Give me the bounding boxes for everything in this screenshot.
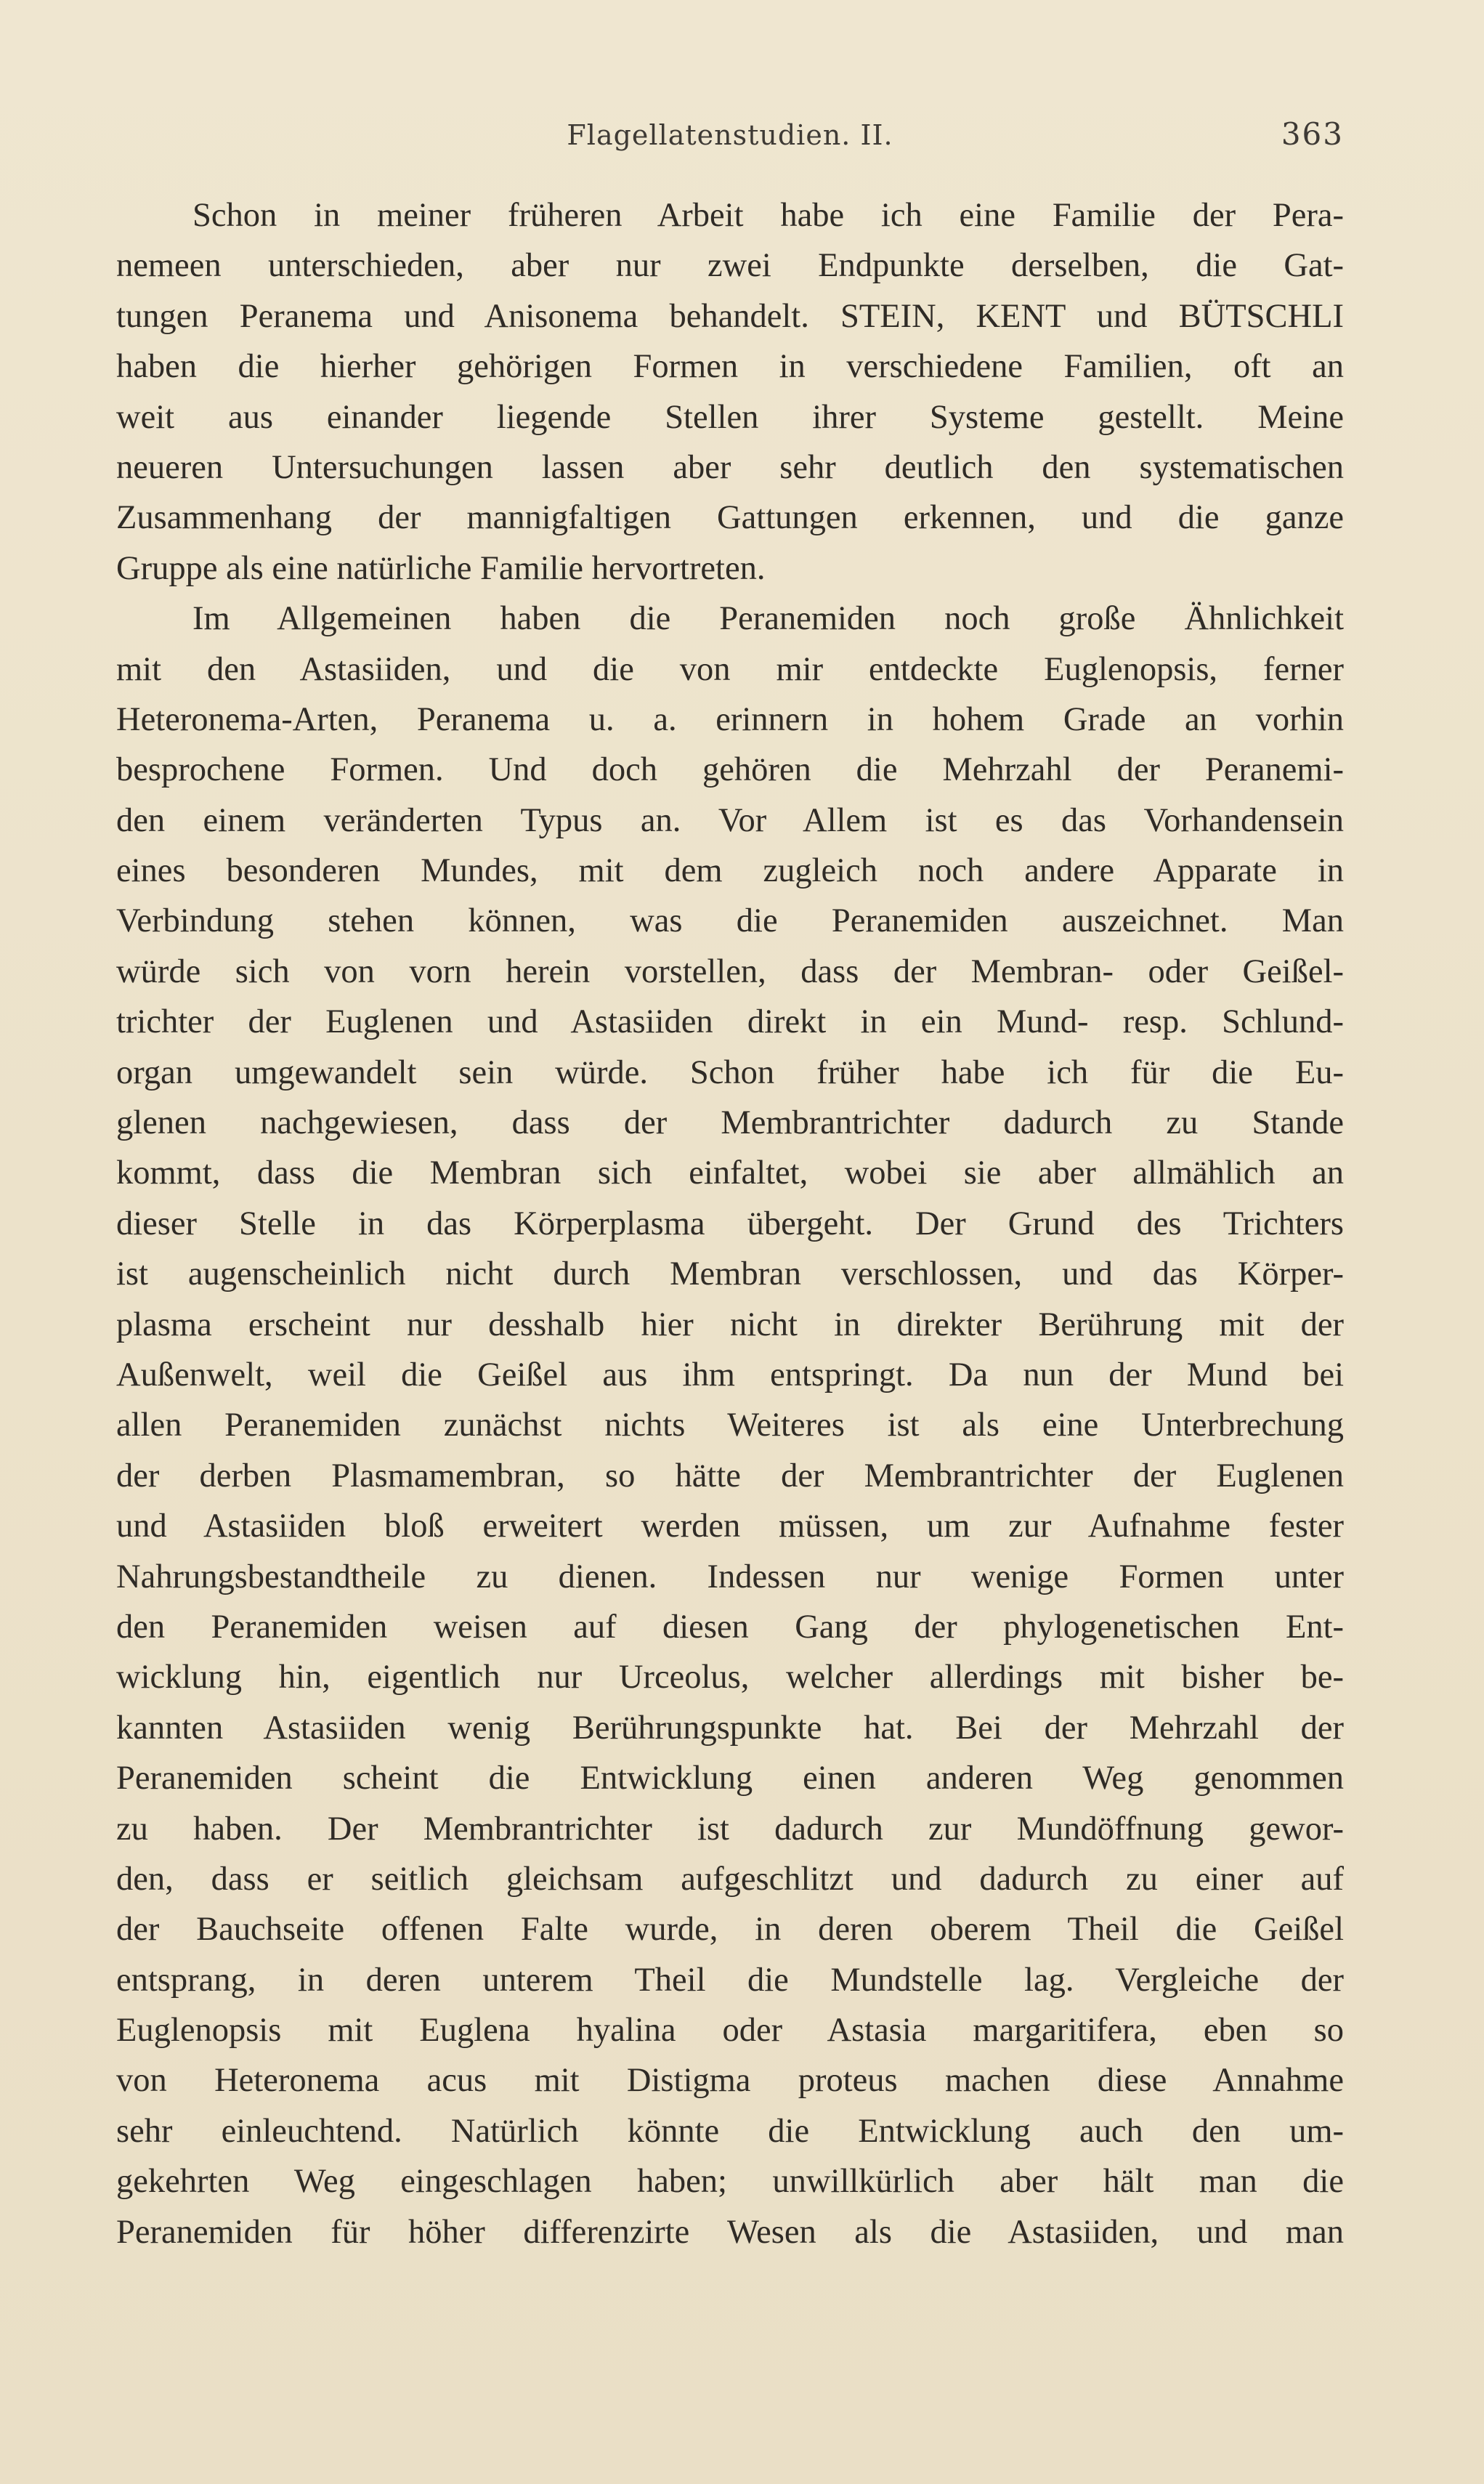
text-line: gekehrten Weg eingeschlagen haben; unwillkürlich aber hält man die xyxy=(116,2163,1344,2201)
text-line: würde sich von vorn herein vorstellen, dass der Membran- oder Geißel- xyxy=(116,952,1344,990)
text-line: ist augenscheinlich nicht durch Membran verschlossen, und das Körper- xyxy=(116,1255,1344,1293)
text-line: plasma erscheint nur desshalb hier nicht in direkter Berührung mit der xyxy=(116,1306,1344,1343)
text-line: besprochene Formen. Und doch gehören die Mehrzahl der Peranemi- xyxy=(116,751,1344,789)
text-line: Peranemiden scheint die Entwicklung einen anderen Weg genommen xyxy=(116,1760,1344,1797)
text-line: wicklung hin, eigentlich nur Urceolus, welcher allerdings mit bisher be- xyxy=(116,1659,1344,1696)
text-line: von Heteronema acus mit Distigma proteus machen diese Annahme xyxy=(116,2062,1344,2100)
text-line: kannten Astasiiden wenig Berührungspunkte hat. Bei der Mehrzahl der xyxy=(116,1709,1344,1747)
text-line: Im Allgemeinen haben die Peranemiden noch große Ähnlichkeit xyxy=(192,600,1344,638)
text-line: eines besonderen Mundes, mit dem zugleich noch andere Apparate in xyxy=(116,852,1344,890)
text-line: glenen nachgewiesen, dass der Membrantrichter dadurch zu Stande xyxy=(116,1104,1344,1142)
text-line: Verbindung stehen können, was die Peranemiden auszeichnet. Man xyxy=(116,902,1344,940)
text-line: Euglenopsis mit Euglena hyalina oder Astasia margaritifera, eben so xyxy=(116,2012,1344,2050)
running-header xyxy=(116,116,1344,160)
text-line: zu haben. Der Membrantrichter ist dadurch zur Mundöffnung gewor- xyxy=(116,1810,1344,1848)
text-line: Peranemiden für höher differenzirte Wesen als die Astasiiden, und man xyxy=(116,2213,1344,2251)
text-line: tungen Peranema und Anisonema behandelt. STEIN, KENT und BÜTSCHLI xyxy=(116,297,1344,335)
text-line: mit den Astasiiden, und die von mir entdeckte Euglenopsis, ferner xyxy=(116,650,1344,688)
text-line: weit aus einander liegende Stellen ihrer Systeme gestellt. Meine xyxy=(116,398,1344,436)
text-line: Gruppe als eine natürliche Familie hervortreten. xyxy=(116,549,766,587)
text-line: nemeen unterschieden, aber nur zwei Endpunkte derselben, die Gat- xyxy=(116,247,1344,285)
text-line: der derben Plasmamembran, so hätte der Membrantrichter der Euglenen xyxy=(116,1457,1344,1494)
text-line: den Peranemiden weisen auf diesen Gang der phylogenetischen Ent- xyxy=(116,1608,1344,1646)
text-line: allen Peranemiden zunächst nichts Weiteres ist als eine Unterbrechung xyxy=(116,1407,1344,1444)
text-line: Außenwelt, weil die Geißel aus ihm entspringt. Da nun der Mund bei xyxy=(116,1356,1344,1393)
text-line: und Astasiiden bloß erweitert werden müssen, um zur Aufnahme fester xyxy=(116,1508,1344,1545)
text-line: entsprang, in deren unterem Theil die Mundstelle lag. Vergleiche der xyxy=(116,1961,1344,1999)
text-line: sehr einleuchtend. Natürlich könnte die Entwicklung auch den um- xyxy=(116,2112,1344,2150)
text-line: kommt, dass die Membran sich einfaltet, wobei sie aber allmählich an xyxy=(116,1154,1344,1192)
text-line: haben die hierher gehörigen Formen in verschiedene Familien, oft an xyxy=(116,348,1344,386)
text-line: organ umgewandelt sein würde. Schon früher habe ich für die Eu- xyxy=(116,1053,1344,1091)
text-line: der Bauchseite offenen Falte wurde, in deren oberem Theil die Geißel xyxy=(116,1911,1344,1949)
text-line: Heteronema-Arten, Peranema u. a. erinnern in hohem Grade an vorhin xyxy=(116,700,1344,738)
text-line: Zusammenhang der mannigfaltigen Gattungen erkennen, und die ganze xyxy=(116,499,1344,537)
text-line: den einem veränderten Typus an. Vor Allem ist es das Vorhandensein xyxy=(116,801,1344,839)
text-line: Nahrungsbestandtheile zu dienen. Indessen nur wenige Formen unter xyxy=(116,1558,1344,1595)
text-line: den, dass er seitlich gleichsam aufgeschlitzt und dadurch zu einer auf xyxy=(116,1860,1344,1898)
text-line: Schon in meiner früheren Arbeit habe ich eine Familie der Pera- xyxy=(192,197,1344,234)
page-number: 363 xyxy=(1281,116,1344,152)
text-line: trichter der Euglenen und Astasiiden direkt in ein Mund- resp. Schlund- xyxy=(116,1003,1344,1041)
running-title: Flagellatenstudien. II. xyxy=(567,119,893,151)
body-text xyxy=(116,190,1344,2257)
text-line: dieser Stelle in das Körperplasma übergeht. Der Grund des Trichters xyxy=(116,1205,1344,1242)
text-line: neueren Untersuchungen lassen aber sehr deutlich den systematischen xyxy=(116,448,1344,486)
